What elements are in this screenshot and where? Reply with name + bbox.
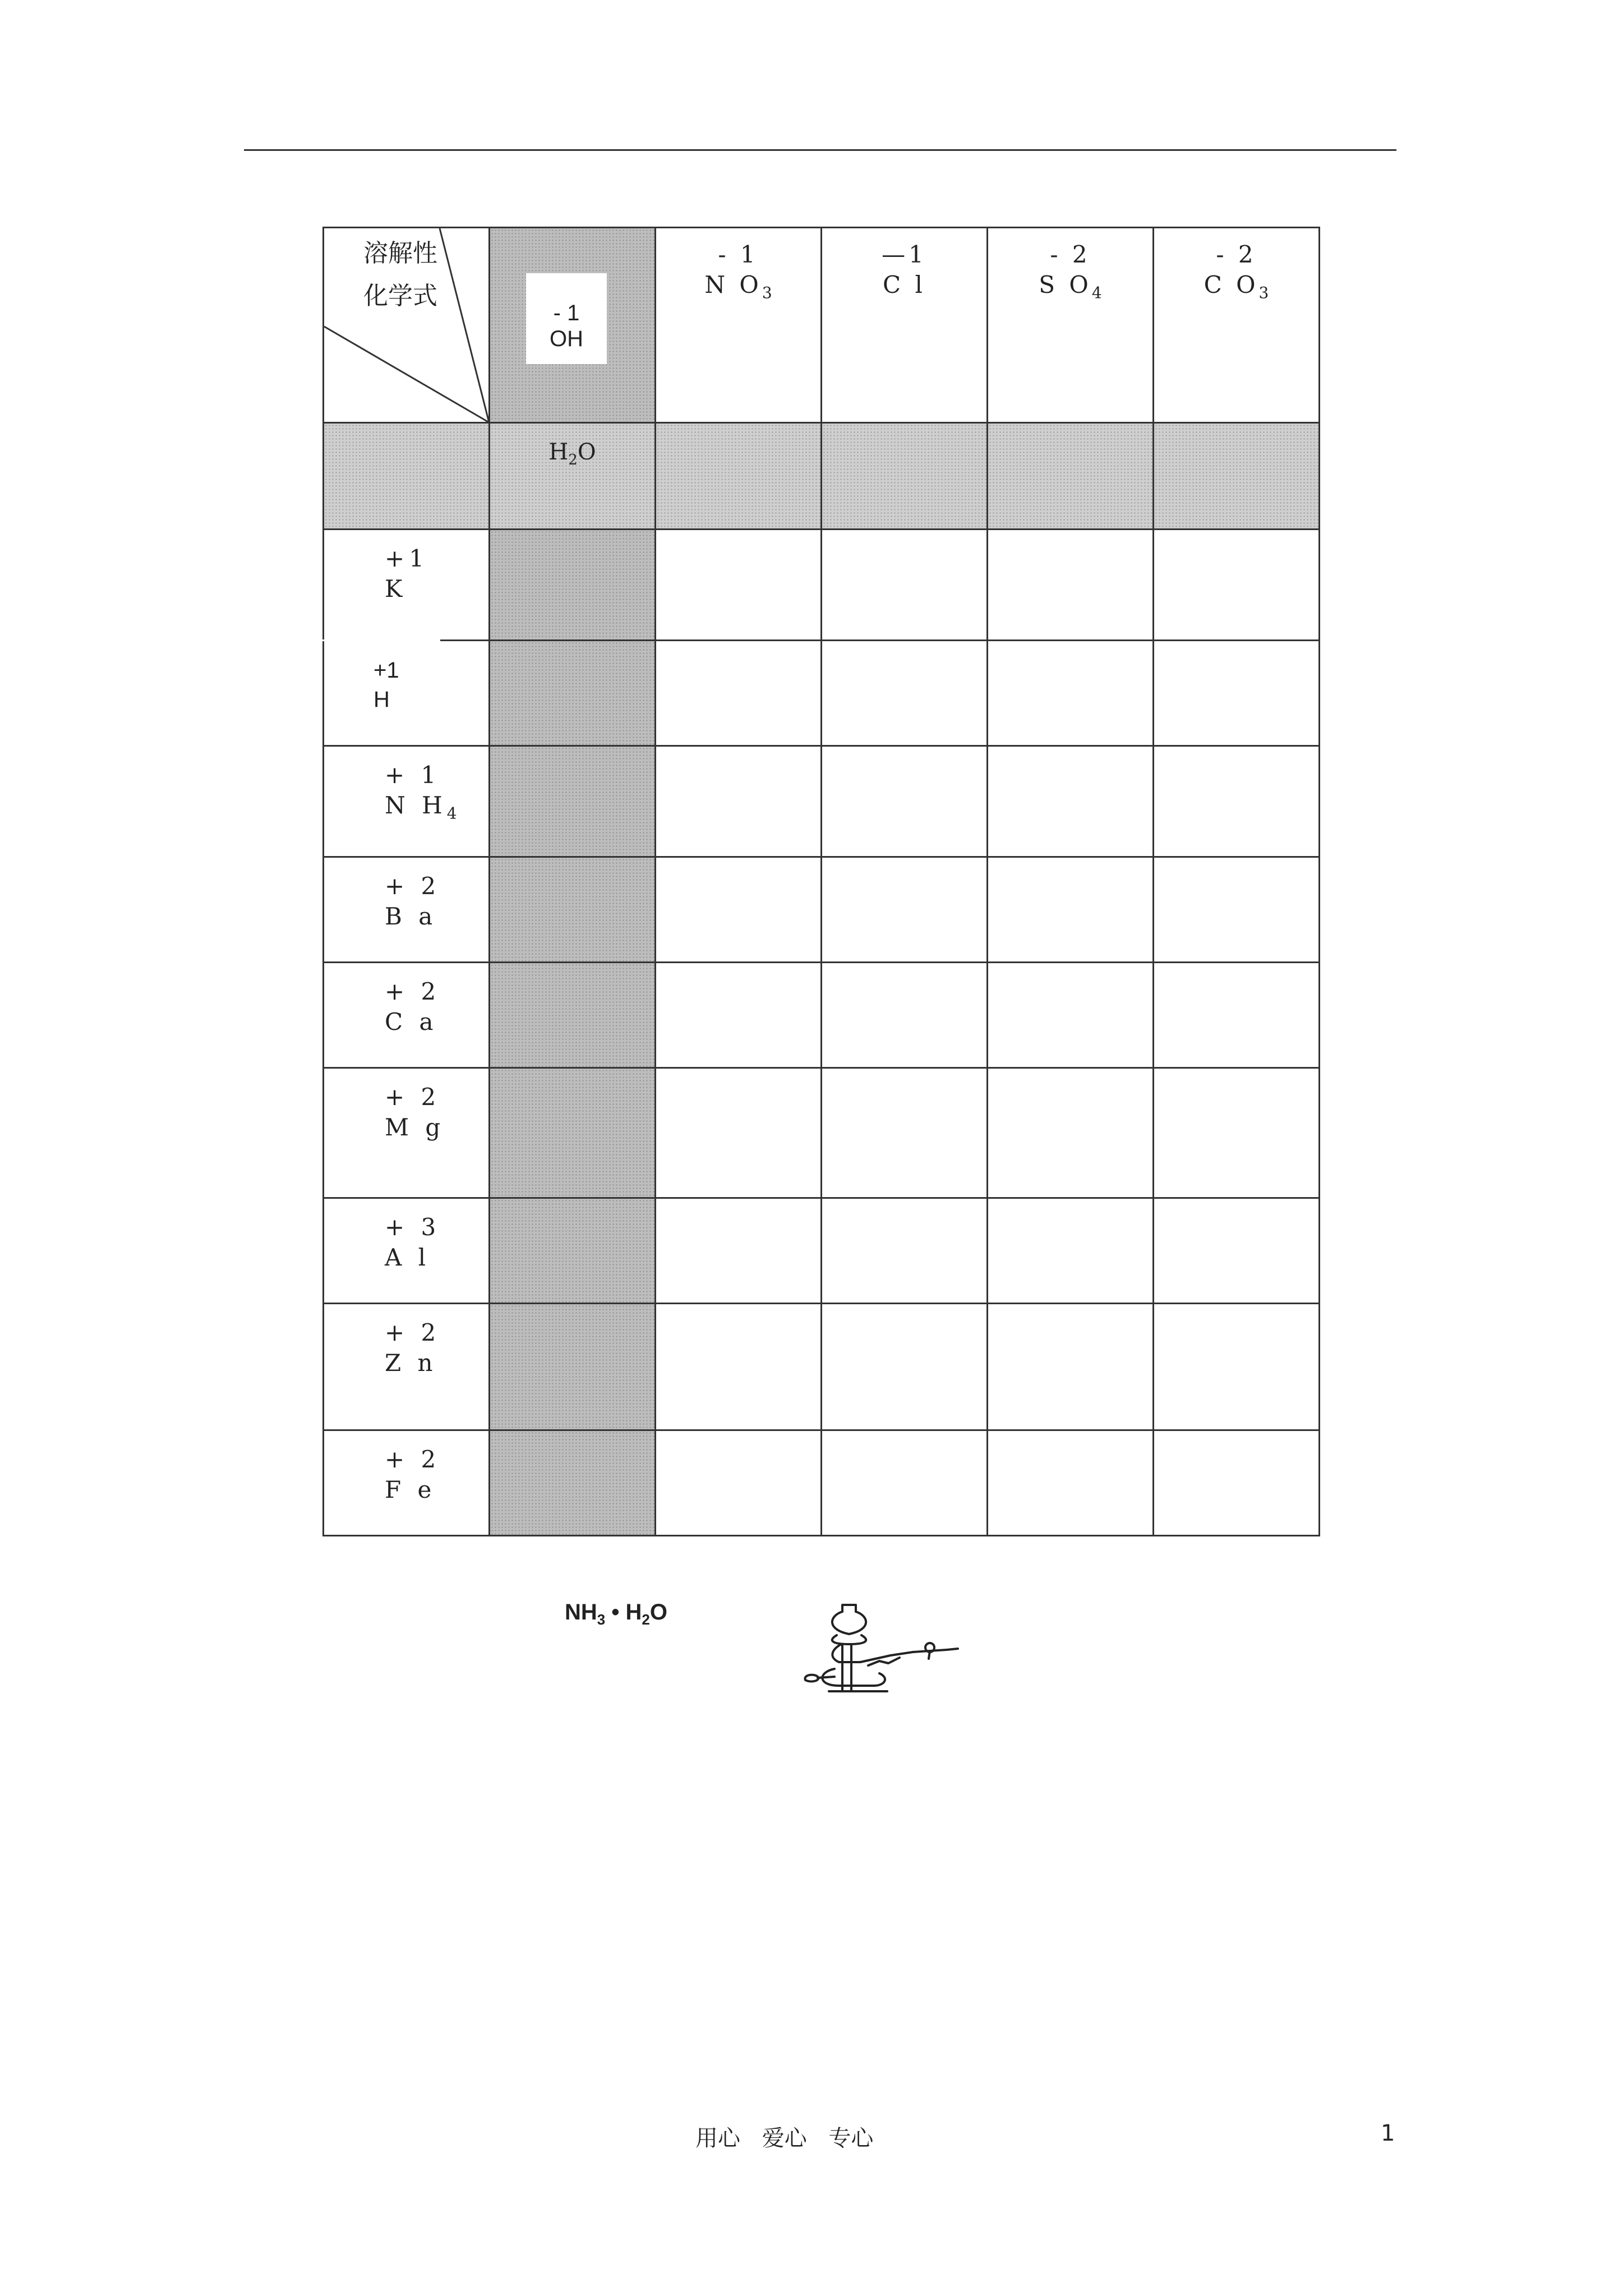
h2o-h: H <box>548 439 569 465</box>
table-row <box>324 1304 1320 1430</box>
cation-formula: B a <box>385 903 437 930</box>
table-cell <box>1154 857 1320 963</box>
alcohol-burner-icon <box>795 1602 963 1703</box>
anion-charge: - 1 <box>553 301 580 325</box>
cation-cell <box>324 1068 490 1198</box>
table-cell <box>1154 963 1320 1068</box>
anion-charge: - 2 <box>1216 241 1257 268</box>
cation-charge: + 2 <box>385 1446 441 1473</box>
anion-subscript: 4 <box>1091 283 1102 302</box>
cation-charge: + 2 <box>385 872 441 900</box>
table-cell <box>1154 1068 1320 1198</box>
cation-charge: + 3 <box>385 1213 441 1241</box>
table-cell <box>822 746 988 857</box>
ammonia-formula-label <box>565 1600 667 1628</box>
cation-charge: + 2 <box>385 1083 441 1111</box>
table-cell <box>656 963 822 1068</box>
table-cell <box>822 1068 988 1198</box>
table-cell <box>822 1198 988 1304</box>
table-row <box>324 1198 1320 1304</box>
cation-formula: H <box>374 687 390 712</box>
table-cell <box>490 857 656 963</box>
table-cell <box>988 1430 1154 1536</box>
cation-charge: + 2 <box>385 1319 441 1346</box>
cation-cell <box>324 530 490 641</box>
table-cell <box>656 1430 822 1536</box>
table-cell <box>988 641 1154 746</box>
cation-formula: F e <box>385 1476 436 1503</box>
anion-formula: C O <box>1204 271 1259 298</box>
nh3-part: NH <box>565 1600 597 1625</box>
table-cell <box>490 1430 656 1536</box>
anion-charge: —1 <box>882 241 927 268</box>
footer-slogan: 用心 爱心 专心 <box>695 2125 874 2151</box>
table-cell <box>822 530 988 641</box>
cation-charge: +1 <box>385 545 428 572</box>
anion-charge: - 1 <box>718 241 759 268</box>
table-cell <box>1154 641 1320 746</box>
table-row <box>324 1068 1320 1198</box>
cation-formula: K <box>385 575 407 602</box>
table-cell <box>490 1198 656 1304</box>
h2o-subscript: 2 <box>642 1611 650 1628</box>
cation-cell <box>324 746 490 857</box>
table-cell <box>988 423 1154 530</box>
table-cell <box>656 1068 822 1198</box>
table-cell <box>656 857 822 963</box>
anion-no3-header <box>656 228 822 423</box>
anion-oh-header <box>490 228 656 423</box>
anion-formula: C l <box>883 271 926 298</box>
table-cell <box>656 641 822 746</box>
table-cell <box>822 423 988 530</box>
table-cell <box>988 1304 1154 1430</box>
h2o-cell <box>490 423 656 530</box>
cation-formula: C a <box>385 1008 438 1036</box>
table-cell <box>822 1304 988 1430</box>
table-cell <box>490 963 656 1068</box>
table-cell <box>1154 746 1320 857</box>
cation-cell <box>324 641 490 746</box>
table-cell <box>988 1068 1154 1198</box>
cation-cell <box>324 1304 490 1430</box>
cation-cell <box>324 1198 490 1304</box>
cation-formula: A l <box>385 1244 431 1271</box>
anion-formula: N O <box>704 271 762 298</box>
header-rule <box>244 149 1396 151</box>
table-cell <box>656 423 822 530</box>
table-cell <box>988 530 1154 641</box>
cation-cell <box>324 963 490 1068</box>
cation-cell <box>324 857 490 963</box>
corner-label-solubility: 溶解性 <box>363 239 437 268</box>
table-cell <box>490 530 656 641</box>
cation-charge: +1 <box>374 658 399 683</box>
table-cell <box>324 423 490 530</box>
nh3-subscript: 3 <box>597 1611 606 1628</box>
table-cell <box>490 1068 656 1198</box>
corner-label-formula: 化学式 <box>363 282 437 310</box>
anion-formula: S O <box>1039 271 1092 298</box>
table-cell <box>1154 1304 1320 1430</box>
h2o-o: O <box>577 439 596 465</box>
cation-formula: Z n <box>385 1349 437 1377</box>
table-cell <box>1154 1430 1320 1536</box>
table-row <box>324 1430 1320 1536</box>
anion-subscript: 3 <box>762 283 772 302</box>
table-cell <box>490 641 656 746</box>
table-cell <box>656 746 822 857</box>
anion-subscript: 3 <box>1258 283 1269 302</box>
table-cell <box>1154 423 1320 530</box>
solubility-table <box>322 227 1320 1536</box>
table-cell <box>656 1198 822 1304</box>
table-cell <box>822 963 988 1068</box>
oh-label-box <box>526 273 607 364</box>
page-number: 1 <box>1381 2120 1395 2146</box>
cation-charge: + 2 <box>385 978 441 1005</box>
table-cell <box>988 963 1154 1068</box>
cation-charge: + 1 <box>385 761 441 789</box>
nh3-dot: • <box>605 1600 626 1625</box>
table-row <box>324 530 1320 641</box>
cation-formula: N H <box>385 792 447 819</box>
anion-header-row <box>324 228 1320 423</box>
table-cell <box>490 746 656 857</box>
anion-formula: OH <box>550 326 583 351</box>
anion-co3-header <box>1154 228 1320 423</box>
table-row <box>324 746 1320 857</box>
table-cell <box>822 641 988 746</box>
table-cell <box>988 1198 1154 1304</box>
table-cell <box>656 530 822 641</box>
table-cell <box>490 1304 656 1430</box>
corner-cell <box>324 228 490 423</box>
h2o-part: H <box>625 1600 642 1625</box>
table-cell <box>656 1304 822 1430</box>
anion-charge: - 2 <box>1050 241 1091 268</box>
table-cell <box>1154 530 1320 641</box>
h2o-sub: 2 <box>568 452 578 468</box>
table-cell <box>988 746 1154 857</box>
table-cell <box>822 1430 988 1536</box>
table-row <box>324 641 1320 746</box>
hydrogen-row <box>324 423 1320 530</box>
anion-so4-header <box>988 228 1154 423</box>
h2o-o-part: O <box>649 1600 667 1625</box>
table-cell <box>988 857 1154 963</box>
table-cell <box>822 857 988 963</box>
cation-subscript: 4 <box>446 804 457 823</box>
anion-cl-header <box>822 228 988 423</box>
cation-cell <box>324 1430 490 1536</box>
table-cell <box>1154 1198 1320 1304</box>
table-row <box>324 857 1320 963</box>
table-row <box>324 963 1320 1068</box>
cation-formula: M g <box>385 1114 445 1141</box>
